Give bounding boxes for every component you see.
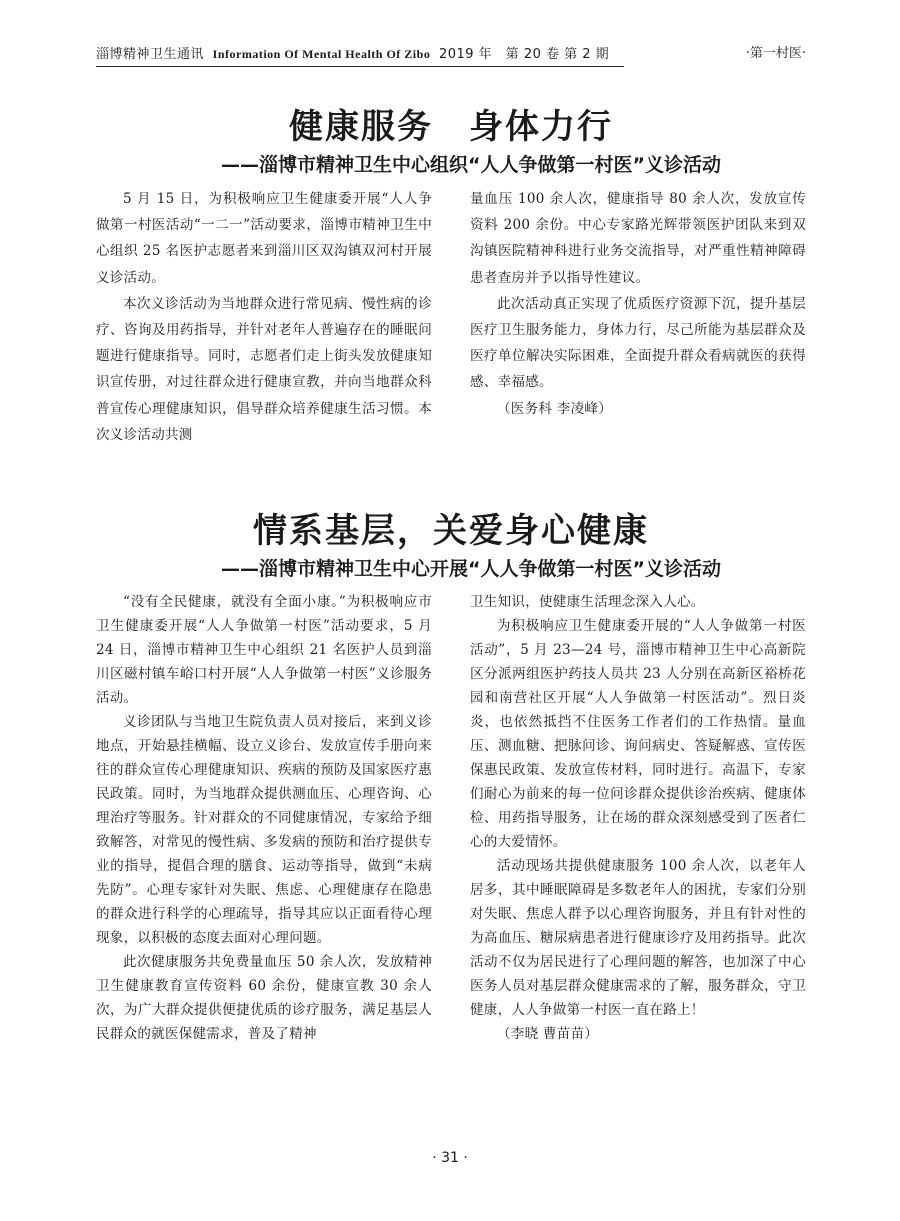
column-name: ·第一村医· bbox=[745, 46, 806, 61]
article-2-body bbox=[96, 590, 806, 1046]
paragraph-continuation: 量血压 100 余人次，健康指导 80 余人次，发放宣传资料 200 余份。中心专家路光辉带领医护团队来到双沟镇医院精神科进行业务交流指导，对严重性精神障碍患者查房并予以指导性建议。 bbox=[470, 191, 806, 286]
article-2-left-column bbox=[96, 590, 432, 1046]
header-divider bbox=[96, 66, 624, 67]
article-2-title: 情系基层，关爱身心健康 bbox=[253, 511, 649, 551]
paragraph: 活动现场共提供健康服务 100 余人次，以老年人居多，其中睡眠障碍是多数老年人的困扰，专家们分别对失眠、焦虑人群予以心理咨询服务，并且有针对性的为高血压、糖尿病患者进行健康诊疗及用药指导。此次活动不仅为居民进行了心理问题的解答，也加深了中心医务人员对基层群众健康需求的了解，服务群众，守卫健康，人人争做第一村医一直在路上！ bbox=[470, 858, 806, 1018]
journal-info bbox=[96, 44, 609, 65]
running-header bbox=[96, 44, 806, 66]
journal-name-en: Information Of Mental Health Of Zibo bbox=[212, 47, 431, 61]
page-number: · 31 · bbox=[432, 1150, 468, 1166]
article-1 bbox=[96, 104, 806, 448]
article-2-signature: （李晓 曹苗苗） bbox=[497, 1026, 599, 1042]
article-1-right-column bbox=[470, 186, 806, 448]
paragraph: 本次义诊活动为当地群众进行常见病、慢性病的诊疗、咨询及用药指导，并针对老年人普遍存在的睡眠问题进行健康指导。同时，志愿者们走上街头发放健康知识宣传册，对过往群众进行健康宣教，并向当地群众科普宣传心理健康知识，倡导群众培养健康生活习惯。本次义诊活动共测 bbox=[96, 295, 432, 443]
paragraph: 5 月 15 日，为积极响应卫生健康委开展“人人争做第一村医活动“一二一”活动要求，淄博市精神卫生中心组织 25 名医护志愿者来到淄川区双沟镇双河村开展义诊活动。 bbox=[96, 191, 432, 286]
article-1-signature: （医务科 李凌峰） bbox=[497, 400, 612, 417]
journal-name-cn: 淄博精神卫生通讯 bbox=[96, 47, 205, 62]
issue-info: 2019 年 第 20 卷 第 2 期 bbox=[438, 47, 610, 62]
paragraph: “没有全民健康，就没有全面小康。”为积极响应市卫生健康委开展“人人争做第一村医”活动要求，5 月 24 日，淄博市精神卫生中心组织 21 名医护人员到淄川区磁村镇车峪口村开展“人人争做第一村医”义诊服务活动。 bbox=[96, 594, 432, 706]
paragraph: 此次活动真正实现了优质医疗资源下沉，提升基层医疗卫生服务能力，身体力行，尽己所能为基层群众及医疗单位解决实际困难，全面提升群众看病就医的获得感、幸福感。 bbox=[470, 295, 806, 391]
article-2 bbox=[96, 508, 806, 1046]
article-1-left-column bbox=[96, 186, 432, 448]
article-1-body bbox=[96, 186, 806, 448]
paragraph: 为积极响应卫生健康委开展的“人人争做第一村医活动”，5 月 23—24 号，淄博市精神卫生中心高新院区分派两组医护药技人员共 23 人分别在高新区裕桥花园和南营社区开展“人人争做第一村医活动”。烈日炎炎，也依然抵挡不住医务工作者们的工作热情。量血压、测血糖、把脉问诊、询问病史、答疑解惑、宣传医保惠民政策、发放宣传材料，同时进行。高温下，专家们耐心为前来的每一位问诊群众提供诊治疾病、健康体检、用药指导服务，让在场的群众深刻感受到了医者仁心的大爱情怀。 bbox=[470, 618, 806, 850]
article-2-right-column bbox=[470, 590, 806, 1046]
paragraph: 义诊团队与当地卫生院负责人员对接后，来到义诊地点，开始悬挂横幅、设立义诊台、发放宣传手册向来往的群众宣传心理健康知识、疾病的预防及国家医疗惠民政策。同时，为当地群众提供测血压、心理咨询、心理治疗等服务。针对群众的不同健康情况，专家给予细致解答，对常见的慢性病、多发病的预防和治疗提供专业的指导，提倡合理的膳食、运动等指导，做到“未病先防”。心理专家针对失眠、焦虑、心理健康存在隐患的群众进行科学的心理疏导，指导其应以正面看待心理现象，以积极的态度去面对心理问题。 bbox=[96, 714, 432, 946]
article-1-subtitle: ——淄博市精神卫生中心组织“人人争做第一村医”义诊活动 bbox=[221, 154, 721, 176]
article-2-subtitle: ——淄博市精神卫生中心开展“人人争做第一村医”义诊活动 bbox=[221, 558, 721, 580]
paragraph-continuation: 卫生知识，使健康生活理念深入人心。 bbox=[470, 594, 705, 610]
paragraph: 此次健康服务共免费量血压 50 余人次，发放精神卫生健康教育宣传资料 60 余份，健康宣教 30 余人次，为广大群众提供便捷优质的诊疗服务，满足基层人民群众的就医保健需求，普及了精神 bbox=[96, 954, 432, 1042]
article-1-title: 健康服务 身体力行 bbox=[289, 107, 613, 147]
